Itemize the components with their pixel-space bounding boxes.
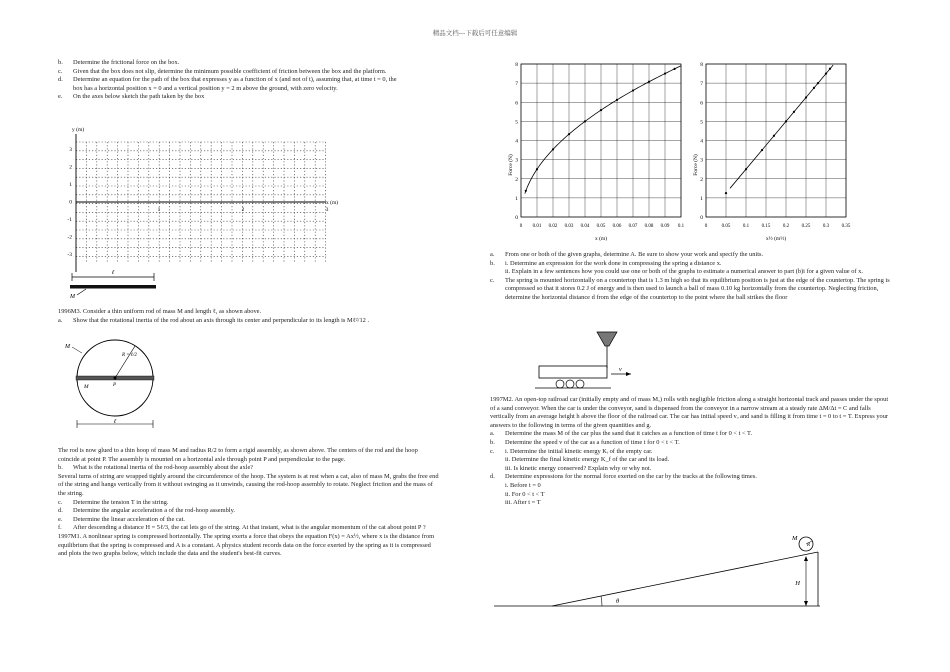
angle-label: θ <box>616 598 620 605</box>
item-label: c. <box>58 498 63 506</box>
item-label: a. <box>58 317 63 324</box>
x-tick-label: 0.08 <box>644 224 654 229</box>
y-tick-label: 5 <box>515 119 518 126</box>
ruler-label: ℓ <box>111 270 115 276</box>
item-label: c. <box>490 447 495 455</box>
data-point <box>829 68 831 70</box>
data-point <box>664 72 666 74</box>
y-tick-label: 6 <box>515 100 518 107</box>
path-sketch-graph <box>58 122 358 302</box>
car-body <box>539 366 607 378</box>
railroad-car-diagram <box>535 328 645 393</box>
best-fit-curve <box>525 66 681 194</box>
wheel <box>556 380 564 388</box>
data-point <box>674 68 676 70</box>
item-label: d. <box>58 507 63 515</box>
item-text: Show that the rotational inertia of the rod about an axis through its center and perpendicular to its length is Mℓ²/12 . <box>73 317 370 324</box>
rod-mass-label-hoop: M <box>84 384 89 390</box>
data-point <box>817 82 819 84</box>
item-label: a. <box>490 251 495 258</box>
item-subline: i. Before t = 0 <box>505 481 541 489</box>
data-point <box>616 99 618 101</box>
x-tick-label: 0.04 <box>580 224 590 229</box>
item-text: Determine the frictional force on the box. <box>73 59 180 66</box>
item-subline: ii. Explain in a few sentences how you could use one or both of the graphs to estimate a numerical answer to part (b)i for a given value of x. <box>505 268 863 276</box>
radius-label: R = ℓ/2 <box>122 353 137 358</box>
data-point <box>552 148 554 150</box>
y-tick-label: -2 <box>67 234 72 241</box>
y-tick-label: 2 <box>69 164 72 171</box>
hoop-paragraph: The rod is now glued to a thin hoop of mass M and radius R/2 to form a rigid assembly, as shown above. The centers of the rod and the hoop coincide at point P. The assembly is mounted on a horizontal axle through point P and perpendicular to the page. <box>58 447 418 463</box>
velocity-label: v <box>619 367 622 373</box>
x-tick-label: 1 <box>157 207 161 213</box>
list-item <box>490 260 890 269</box>
rod-mass-label: M <box>70 294 75 300</box>
y-tick-label: 7 <box>515 81 518 88</box>
problem-1997M1: 1997M1. A nonlinear spring is compressed horizontally. The spring exerts a force that obeys the equation F(x) = Ax½, where x is the distance from equilibrium that the spring is compressed and A is a constant. A physics student records data on the force exerted by the spring as it is compressed and plots the two graphs below, which include the data and the student's best-fit curves. <box>58 532 435 558</box>
item-subline: iii. After t = T <box>505 499 541 507</box>
item-line: From one or both of the given graphs, determine A. Be sure to show your work and specify the units. <box>505 251 764 258</box>
x-tick-label: 0.07 <box>628 224 638 229</box>
items-1997M1 <box>490 251 890 303</box>
x-tick-label: 0.05 <box>721 224 731 229</box>
list-item <box>58 499 440 508</box>
rod-hoop-diagram <box>60 336 170 438</box>
item-text: Given that the box does not slip, determine the minimum possible coefficient of friction between the box and the platform. <box>73 67 387 75</box>
list-item <box>490 473 890 482</box>
force-vs-sqrt-x-graph <box>688 60 858 245</box>
y-tick-label: 8 <box>700 62 703 68</box>
data-point <box>761 149 763 151</box>
data-point <box>785 120 787 122</box>
data-point <box>805 96 807 98</box>
item-label: c. <box>490 276 495 284</box>
x-tick-label: 0.03 <box>564 224 574 229</box>
x-tick-label: 0.3 <box>822 224 830 229</box>
list-item <box>490 448 890 457</box>
y-tick-label: 0 <box>515 215 518 221</box>
item-line: Determine the mass M of the car plus the sand that it catches as a function of time t for 0 < t < T. <box>505 430 753 438</box>
item-label: e. <box>58 93 63 101</box>
list-item <box>58 68 400 77</box>
y-tick-label: 4 <box>515 138 518 145</box>
item-subline: iii. Is kinetic energy conserved? Explain why or why not. <box>505 464 652 472</box>
data-point <box>568 133 570 135</box>
item-subline: ii. For 0 < t < T <box>505 490 545 498</box>
item-label: d. <box>490 473 495 481</box>
height-arrow-bottom <box>804 601 808 606</box>
x-axis-label: x (m) <box>326 200 339 206</box>
item-text: Determine the angular acceleration a of the rod-hoop assembly. <box>73 507 235 515</box>
left-lower-text <box>58 447 440 559</box>
page-header: 精品文档---下载后可任意编辑 <box>432 30 518 37</box>
mass-label: M <box>792 535 798 542</box>
list-item <box>58 76 400 93</box>
y-tick-label: -3 <box>67 252 72 258</box>
data-point <box>793 111 795 113</box>
y-tick-label: 3 <box>700 157 703 164</box>
item-subline: ii. Determine the final kinetic energy K_f of the car and its load. <box>505 456 670 464</box>
x-tick-label: 0.02 <box>548 224 558 229</box>
item-label: b. <box>490 438 495 446</box>
sand-hopper <box>597 332 617 346</box>
item-text: Determine the tension T in the string. <box>73 498 169 506</box>
y-tick-label: 5 <box>700 119 703 126</box>
rod <box>70 285 156 289</box>
x-tick-label: 0.09 <box>660 224 670 229</box>
item-label: e. <box>58 515 63 523</box>
item-text: After descending a distance H = 5ℓ/3, the cat lets go of the string. At that instant, what is the angular momentum of the cat about point P ? <box>73 524 426 532</box>
item-text: Determine an equation for the path of the box that expresses y as a function of x (and not of t), assuming that, at time t = 0, the box has a horizontal position x = 0 and a vertical position y = 2 m above the ground, with zero velocity. <box>73 76 397 92</box>
list-item <box>490 251 890 260</box>
y-axis-label: Force (N) <box>693 154 699 176</box>
y-tick-label: 0 <box>69 199 72 206</box>
list-item <box>58 507 440 516</box>
list-item <box>490 277 890 303</box>
y-tick-label: 7 <box>700 81 703 88</box>
x-tick-label: 0.2 <box>782 224 790 229</box>
data-point <box>648 81 650 83</box>
item-line: The spring is mounted horizontally on a countertop that is 1.3 m high so that its equilibrium position is just at the edge of the countertop. The spring is compressed so that it stores 0.2 J of energy and is then used to launch a ball of mass 0.10 kg horizontally from the countertop. Neglecting friction, determine the horizontal distance d from the edge of the countertop to the point where the ball strikes the floor <box>505 276 890 301</box>
y-tick-label: 6 <box>700 100 703 107</box>
list-item <box>58 524 440 533</box>
x-tick-label: 3 <box>325 207 329 213</box>
y-tick-label: 4 <box>700 138 703 145</box>
item-a <box>58 317 473 326</box>
x-tick-label: 0 <box>704 224 708 229</box>
x-axis-label: x½ (m½) <box>765 236 787 242</box>
item-label: b. <box>58 464 63 472</box>
x-tick-label: 0.1 <box>677 224 685 229</box>
wheel <box>566 380 574 388</box>
force-vs-x-graph <box>503 60 693 245</box>
string-paragraph: Several turns of string are wrapped tightly around the circumference of the hoop. The system is at rest when a cat, also of mass M, grabs the free end of the string and hangs vertically from it without swinging as it unwinds, causing the rod-hoop assembly to rotate. Neglect friction and the mass of the string. <box>58 472 439 497</box>
radius-label: R <box>807 543 811 548</box>
item-text: On the axes below sketch the path taken by the box <box>73 93 205 101</box>
incline-diagram <box>490 530 830 610</box>
item-label: a. <box>490 430 495 438</box>
data-point <box>536 168 538 170</box>
y-axis-label: y (m) <box>72 127 85 133</box>
x-tick-label: 0.25 <box>801 224 811 229</box>
item-line: Determine expressions for the normal force exerted on the car by the tracks at the following times. <box>505 473 757 481</box>
item-line: i. Determine the initial kinetic energy Kᵢ of the empty car. <box>505 447 653 455</box>
data-point <box>584 120 586 122</box>
x-tick-label: 0 <box>519 224 523 229</box>
wheel <box>576 380 584 388</box>
y-tick-label: 2 <box>700 176 703 183</box>
item-label: f. <box>58 524 62 532</box>
list-item <box>58 516 440 525</box>
list-item <box>490 439 890 448</box>
data-point <box>745 168 747 170</box>
item-text: What is the rotational inertia of the rod-hoop assembly about the axle? <box>73 464 254 472</box>
data-point <box>632 89 634 91</box>
data-point <box>725 192 727 194</box>
item-label: b. <box>58 59 63 66</box>
x-tick-label: 0.06 <box>612 224 622 229</box>
y-tick-label: 3 <box>69 147 72 153</box>
velocity-arrowhead <box>626 372 631 376</box>
item-line: Determine the speed v of the car as a function of time t for 0 < t < T. <box>505 438 680 446</box>
x-tick-label: 0.15 <box>761 224 771 229</box>
y-tick-label: 8 <box>515 62 518 68</box>
x-tick-label: 0.1 <box>742 224 750 229</box>
right-lower-text <box>490 396 890 508</box>
item-text: Determine the linear acceleration of the cat. <box>73 515 185 523</box>
hoop-mass-pointer <box>72 347 82 353</box>
height-arrow-top <box>804 556 808 561</box>
radius-line <box>115 346 135 378</box>
x-tick-label: 2 <box>241 207 245 213</box>
height-label: H <box>795 580 800 587</box>
data-point <box>525 190 527 192</box>
x-tick-label: 0.35 <box>841 224 851 229</box>
list-item <box>58 59 400 68</box>
length-label: ℓ <box>113 419 117 425</box>
item-label: b. <box>490 259 495 267</box>
data-point <box>773 135 775 137</box>
problem-1997M2: 1997M2. An open-top railroad car (initially empty and of mass Mₒ) rolls with negligible friction along a straight horizontal track and passes under the spout of a sand conveyor. When the car is under the conveyor, sand is dispensed from the conveyor in a narrow stream at a steady rate ΔM/Δt = C and falls vertically from an average height h above the floor of the railroad car. The car has initial speed vₒ and sand is filling it from time t = 0 to t = T. Express your answers to the following in terms of the given quantities and g. <box>490 396 889 429</box>
y-tick-label: 3 <box>515 157 518 164</box>
point-label: P <box>113 383 117 388</box>
x-axis-label: x (m) <box>594 236 608 242</box>
top-items-list <box>58 59 400 102</box>
item-label: d. <box>58 76 63 84</box>
data-point <box>825 72 827 74</box>
list-item <box>58 93 400 102</box>
hoop-mass-label: M <box>65 344 70 350</box>
data-point <box>813 87 815 89</box>
y-tick-label: 1 <box>515 195 518 202</box>
item-b <box>58 464 440 473</box>
angle-arc <box>601 596 602 606</box>
y-tick-label: 1 <box>69 182 72 188</box>
y-tick-label: -1 <box>67 217 72 223</box>
x-tick-label: 0.05 <box>596 224 606 229</box>
y-tick-label: 1 <box>700 195 703 202</box>
x-tick-label: 0.01 <box>532 224 542 229</box>
item-line: i. Determine an expression for the work done in compressing the spring a distance x. <box>505 259 722 267</box>
ramp <box>552 552 818 606</box>
y-tick-label: 2 <box>515 176 518 183</box>
list-item <box>490 430 890 439</box>
item-label: c. <box>58 67 63 75</box>
data-point <box>600 109 602 111</box>
y-axis-label: Force (N) <box>508 154 514 176</box>
problem-1996M3: 1996M3. Consider a thin uniform rod of mass M and length ℓ, as shown above. <box>58 308 262 315</box>
y-tick-label: 0 <box>700 215 703 221</box>
rod-mass-pointer <box>77 289 86 295</box>
